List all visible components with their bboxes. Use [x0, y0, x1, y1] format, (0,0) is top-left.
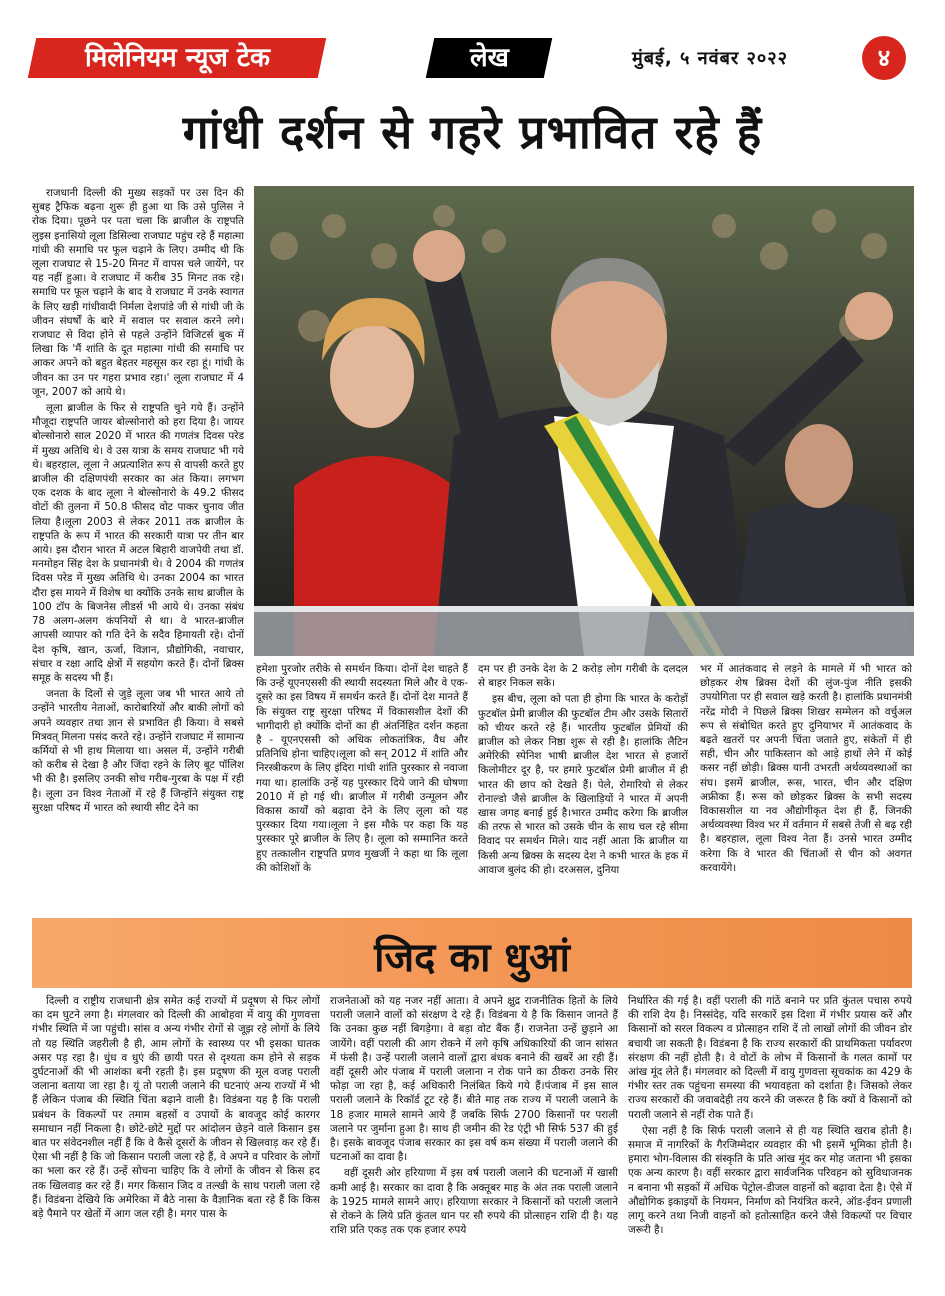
photo-illustration	[254, 186, 914, 656]
article1-col4-para-1: भर में आतंकवाद से लड़ने के मामले में भी भारत को छोड़कर शेष ब्रिक्स देशों की लुंज-पुंज नीति इसकी उपयोगिता पर ही सवाल खड़े करती है। हालांकि प्रधानमंत्री नरेंद्र मोदी ने पिछले ब्रिक्स शिखर सम्मेलन को वर्चुअल रूप से संबोधित करते हुए दुनियाभर में आतंकवाद के बढ़ते खतरों पर अपनी चिंता जताते हुए, संकेतों में ही सही, चीन और पाकिस्तान को आड़े हाथों लेने में कोई कसर नहीं छोड़ी। ब्रिक्स यानी उभरती अर्थव्यवस्थाओं का संघ। इसमें ब्राजील, रूस, भारत, चीन और दक्षिण अफ्रीका हैं। रूस को छोड़कर ब्रिक्स के सभी सदस्य विकासशील या नव औद्योगीकृत देश ही हैं, जिनकी अर्थव्यवस्था विश्व भर में वर्तमान में सबसे तेजी से बढ़ रही है। बहरहाल, लूला विश्व नेता हैं। उनसे भारत उम्मीद करेगा कि वे भारत की चिंताओं से चीन को अवगत करवायेंगे।	[700, 663, 912, 874]
article1-col2-para-1: हमेशा पुरजोर तरीके से समर्थन किया। दोनों देश चाहते हैं कि उन्हें यूएनएससी की स्थायी सदस्यता मिले और वे एक-दूसरे का इस विषय में समर्थन करते हैं। दोनों देश मानते हैं कि संयुक्त राष्ट्र सुरक्षा परिषद में विकासशील देशों की भागीदारी हो क्योंकि दोनों का ही अंतर्निहित दर्शन कहता है - यूएनएससी को अधिक लोकतांत्रिक, वैध और प्रतिनिधि होना चाहिए।लूला को सन् 2012 में शांति और निरस्त्रीकरण के लिए इंदिरा गांधी शांति पुरस्कार से नवाजा गया था। हालांकि उन्हें यह पुरस्कार दिये जाने की घोषणा 2010 में हो गई थी। ब्राजील में गरीबी उन्मूलन और विकास कार्यों को बढ़ावा देने के लिए लूला को यह पुरस्कार दिया गया।लूला ने इस मौके पर कहा कि यह पुरस्कार पूरे ब्राजील के लिए है। लूला को सम्मानित करते हुए तत्कालीन राष्ट्रपति प्रणव मुखर्जी ने कहा था कि लूला की कोशिशों के	[256, 663, 468, 874]
article2-col3-para-2: ऐसा नहीं है कि सिर्फ पराली जलाने से ही यह स्थिति खराब होती है। समाज में नागरिकों के गैरजिम्मेदार व्यवहार की भी इसमें भूमिका होती है। हमारा भोग-विलास की संस्कृति के प्रति आंख मूंद कर मोह जताना भी इसका एक अन्य कारण है। वहीं सरकार द्वारा सार्वजनिक परिवहन को सुविधाजनक न बनाना भी सड़कों में अधिक पेट्रोल-डीजल वाहनों को बढ़ावा देता है। ऐसे में औद्योगिक इकाइयों के नियमन, निर्माण को नियंत्रित करने, ऑड-ईवन प्रणाली लागू करने तथा निजी वाहनों को हतोत्साहित करने जैसे विकल्पों पर विचार जरूरी है।	[628, 1124, 912, 1237]
article-headline: गांधी दर्शन से गहरे प्रभावित रहे हैं	[182, 105, 763, 159]
article1-column-3	[478, 662, 688, 908]
article1-col3-para-2: इस बीच, लूला को पता ही होगा कि भारत के करोड़ों फुटबॉल प्रेमी ब्राजील की फुटबॉल टीम और उसके सितारों को चीयर करते रहे हैं। भारतीय फुटबॉल प्रेमियों की ब्राजील को लेकर निष्ठा शुरू से रही है। हालांकि लैटिन अमेरिकी स्पेनिश भाषी ब्राजील देश भारत से हजारों किलोमीटर दूर है, पर हमारे फुटबॉल प्रेमी ब्राजील में ही भारत की छाप को देखते हैं। पेले, रोमारियो से लेकर रोनाल्डो जैसे ब्राजील के खिलाड़ियों ने भारत में अपनी खास जगह बनाई हुई है।भारत उम्मीद करेगा कि ब्राजील की तरफ से भारत को उसके चीन के साथ चल रहे सीमा विवाद पर समर्थन मिले। याद नहीं आता कि ब्राजील या किसी अन्य ब्रिक्स के सदस्य देश ने कभी भारत के हक में आवाज बुलंद की हो। दरअसल, दुनिया	[478, 693, 688, 876]
article2-column-2	[330, 994, 618, 1264]
article2-col1-para-1: दिल्ली व राष्ट्रीय राजधानी क्षेत्र समेत कई राज्यों में प्रदूषण से फिर लोगों का दम घुटने लगा है। मंगलवार को दिल्ली की आबोहवा में वायु की गुणवत्ता गंभीर स्थिति में जा पहुंची। सांस व अन्य गंभीर रोगों से जूझ रहे लोगों के लिये तो यह स्थिति जहरीली है ही, आम लोगों के स्वास्थ्य पर भी इसका घातक असर पड़ रहा है। धुंध व धुएं की छायी परत से दृश्यता कम होने से सड़क दुर्घटनाओं की भी आशंका बनी रहती है। इस प्रदूषण की मूल वजह पराली जलाना बताया जा रहा है। यूं तो पराली जलाने की घटनाएं अन्य राज्यों में भी हैं लेकिन पंजाब की स्थिति चिंता बढ़ाने वाली है। विडंबना यह है कि पराली प्रबंधन के विकल्पों पर तमाम बहसों व उपायों के बावजूद कोई कारगर समाधान नहीं निकला है। छोटे-छोटे मुद्दों पर आंदोलन छेड़ने वाले किसान इस बात पर संवेदनशील नहीं हैं कि वे कैसे दूसरों के जीवन से खिलवाड़ कर रहे हैं। ऐसा भी नहीं है कि जो किसान पराली जला रहे हैं, वे अपने व परिवार के लोगों का भला कर रहे हैं। उन्हें सोचना चाहिए कि वे लोगों के जीवन से किस हद तक खिलवाड़ कर रहे हैं। मगर किसान जिद व तल्खी के साथ पराली जला रहे हैं। विडंबना देखिये कि अमेरिका में बैठे नासा के वैज्ञानिक बता रहे हैं कि किस बड़े पैमाने पर खेतों में आग जल रही है। मगर पास के	[32, 995, 320, 1221]
editorial-title: जिद का धुआं	[374, 935, 570, 981]
article2-col3-para-1: निर्धारित की गई है। वहीं पराली की गांठें बनाने पर प्रति कुंतल पचास रुपये की राशि देय है। निस्संदेह, यदि सरकारें इस दिशा में गंभीर प्रयास करें और किसानों को सरल विकल्प व प्रोत्साहन राशि दें तो लाखों लोगों की जीवन डोर बचायी जा सकती है। विडंबना है कि राज्य सरकारों की प्राथमिकता पर्यावरण संरक्षण की नहीं होती है। वे वोटों के लोभ में किसानों के गलत कामों पर आंख मूंद लेते हैं। मंगलवार को दिल्ली में वायु गुणवत्ता सूचकांक का 429 के गंभीर स्तर तक पहुंचना समस्या की भयावहता को दर्शाता है। जिसको लेकर राज्य सरकारों की जवाबदेही तय करने की जरूरत है कि क्यों वे किसानों को पराली जलाने से नहीं रोक पाते हैं।	[628, 995, 912, 1121]
news-photo	[254, 186, 914, 656]
dateline: मुंबई, ५ नवंबर २०२२	[632, 48, 788, 69]
article1-col1-para-3: जनता के दिलों से जुड़े लूला जब भी भारत आये तो उन्होंने भारतीय नेताओं, कारोबारियों और बाकी लोगों को अपने व्यवहार तथा ज्ञान से प्रभावित ही किया। वे सबसे मित्रवत् मिलना पसंद करते रहे। उन्होंने राजघाट में सामान्य कर्मियों से भी हाथ मिलाया था। असल में, उन्होंने गरीबी को करीब से देखा है और जिंदा रहने के लिए बूट पॉलिश भी की है। इसलिए उनकी सोच गरीब-गुरबा के पक्ष में रही है। लूला उन विश्व नेताओं में रहे हैं जिन्होंने संयुक्त राष्ट्र सुरक्षा परिषद में भारत को स्थायी सीट देने का	[32, 688, 244, 814]
page-number: ४	[862, 36, 906, 80]
newspaper-brand: मिलेनियम न्यूज टेक	[28, 38, 327, 78]
article1-col1-para-2: लूला ब्राजील के फिर से राष्ट्रपति चुने गये हैं। उन्होंने मौजूदा राष्ट्रपति जायर बोल्सोनारो को हरा दिया है। जायर बोल्सोनारो साल 2020 में भारत की गणतंत्र दिवस परेड में मुख्य अतिथि थे। वे उस यात्रा के समय राजघाट भी गये थे। बहरहाल, लूला ने अप्रत्याशित रूप से वापसी करते हुए ब्राजील की दक्षिणपंथी सरकार का अंत किया। लगभग एक दशक के बाद लूला ने बोल्सोनारो के 49.2 फीसद वोटों की तुलना में 50.8 फीसद वोट पाकर चुनाव जीत लिया है।लूला 2003 से लेकर 2011 तक ब्राजील के राष्ट्रपति के रूप में भारत की सरकारी यात्रा पर तीन बार आये। इस दौरान भारत में अटल बिहारी वाजपेयी तथा डॉ. मनमोहन सिंह देश के प्रधानमंत्री थे। वे 2004 की गणतंत्र दिवस परेड में मुख्य अतिथि थे। उनका 2004 का भारत दौरा इस मायने में विशेष था क्योंकि उनके साथ ब्राजील के 100 टॉप के बिजनेस लीडर्स भी आये थे। उनका संबंध 78 अलग-अलग कंपनियों से था। वे भारत-ब्राजील आपसी व्यापार को गति देने के सदैव हिमायती रहे। दोनों देश कृषि, खान, ऊर्जा, विज्ञान, प्रौद्योगिकी, नवाचार, संचार व रक्षा आदि क्षेत्रों में सहयोग करते हैं। दोनों ब्रिक्स समूह के सदस्य भी हैं।	[32, 402, 244, 684]
editorial-banner	[32, 918, 912, 988]
section-label: लेख	[426, 38, 553, 78]
article2-column-1	[32, 994, 320, 1264]
article1-col3-para-1: दम पर ही उनके देश के 2 करोड़ लोग गरीबी के दलदल से बाहर निकल सके।	[478, 663, 688, 690]
masthead	[32, 38, 912, 78]
article2-col2-para-2: वहीं दूसरी ओर हरियाणा में इस वर्ष पराली जलाने की घटनाओं में खासी कमी आई है। सरकार का दावा है कि अक्तूबर माह के अंत तक पराली जलाने के 1925 मामले सामने आए। हरियाणा सरकार ने किसानों को पराली जलाने से रोकने के लिये प्रति कुंतल धान पर सौ रुपये की प्रोत्साहन राशि दी है। यह राशि प्रति एकड़ तक एक हजार रुपये	[330, 1167, 618, 1237]
article1-column-1	[32, 186, 244, 906]
article1-column-4	[700, 662, 912, 908]
article1-column-2	[256, 662, 468, 908]
article2-col2-para-1: राजनेताओं को यह नजर नहीं आता। वे अपने क्षुद्र राजनीतिक हितों के लिये पराली जलाने वालों को संरक्षण दे रहे हैं। विडंबना ये है कि किसान जानते हैं कि उनका कुछ नहीं बिगड़ेगा। वे बड़ा वोट बैंक हैं। राजनेता उन्हें छुड़ाने आ जायेंगे। वहीं पराली की आग रोकने में लगे कृषि अधिकारियों की जान सांसत में फंसी है। उन्हें पराली जलाने वालों द्वारा बंधक बनाने की खबरें आ रही हैं। वहीं दूसरी ओर पंजाब में पराली जलाना न रोक पाने का ठीकरा उनके सिर फोड़ा जा रहा है, कई अधिकारी निलंबित किये गये हैं।पंजाब में इस साल पराली जलाने के रिकॉर्ड टूट रहे हैं। बीते माह तक राज्य में पराली जलाने के 18 हजार मामले सामने आये हैं जबकि सिर्फ 2700 किसानों पर पराली जलाने पर जुर्माना हुआ है। साथ ही जमीन की रेड एंट्री भी सिर्फ 537 की हुई है। इसके बावजूद पंजाब सरकार का इस वर्ष कम संख्या में पराली जलाने की घटनाओं का दावा है।	[330, 995, 618, 1164]
article2-column-3	[628, 994, 912, 1264]
article1-col1-para-1: राजधानी दिल्ली की मुख्य सड़कों पर उस दिन की सुबह ट्रैफिक बढ़ना शुरू ही हुआ था कि उसे पुलिस ने रोक दिया। पूछने पर पता चला कि ब्राजील के राष्ट्रपति लुइस इनासियो लूला डिसिल्वा राजघाट पहुंच रहे हैं महात्मा गांधी की समाधि पर फूल चढ़ाने के लिए। उम्मीद थी कि लूला राजघाट से 15-20 मिनट में वापस चले जायेंगे, पर यह नहीं हुआ। वे राजघाट में करीब 35 मिनट तक रहे। समाधि पर फूल चढ़ाने के बाद वे राजघाट में उनके स्वागत के लिए खड़ी गांधीवादी निर्मला देशपांडे जी से गांधी जी के जीवन संघर्षों के बारे में सवाल पर सवाल करने लगे। राजघाट से विदा होने से पहले उन्होंने विजिटर्स बुक में लिखा कि 'मैं शांति के दूत महात्मा गांधी की समाधि पर आकर अपने को बहुत बेहतर महसूस कर रहा हूं। गांधी के जीवन का उन पर गहरा प्रभाव रहा।' लूला राजघाट में 4 जून, 2007 को आये थे।	[32, 187, 244, 398]
